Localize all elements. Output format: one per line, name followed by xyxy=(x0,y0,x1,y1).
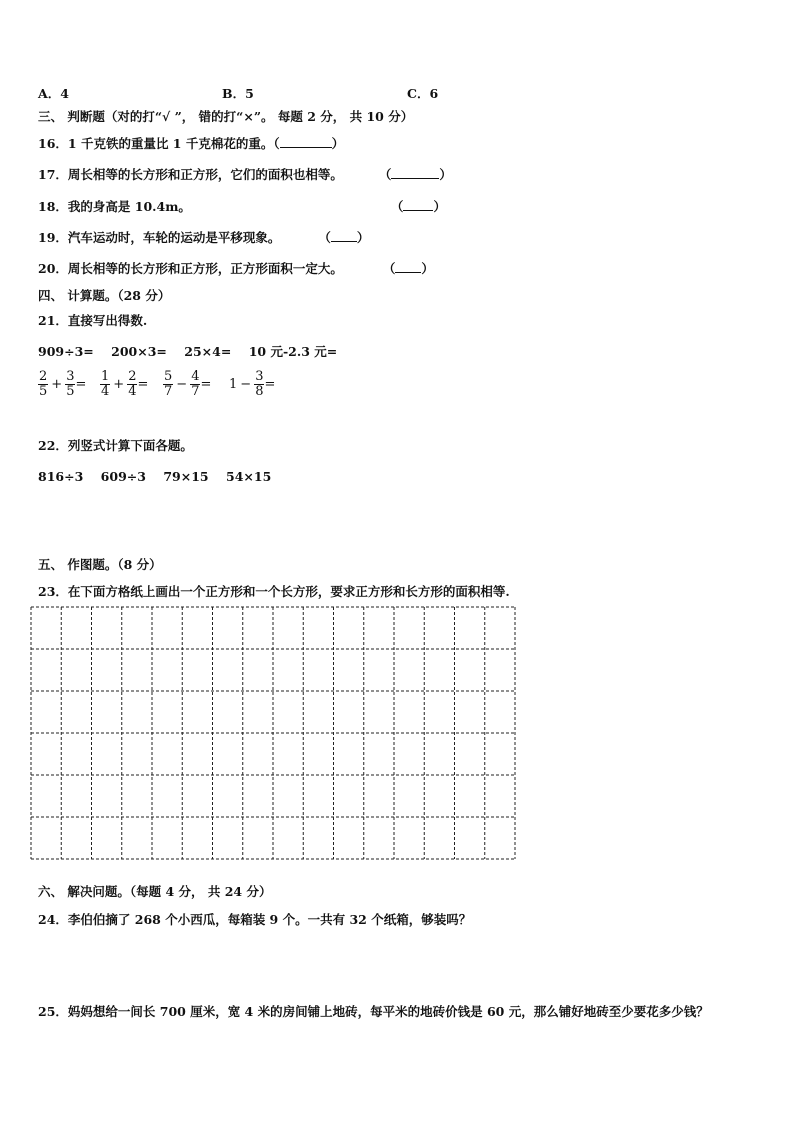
denominator: 5 xyxy=(66,384,75,399)
fraction xyxy=(38,370,48,399)
answer-blank-20[interactable] xyxy=(395,261,421,273)
equals-sign: = xyxy=(137,377,149,392)
operator: + xyxy=(113,377,125,392)
question-22-row: 816÷3 609÷3 79×15 54×15 xyxy=(38,469,272,484)
numerator: 2 xyxy=(39,369,48,384)
question-20-open: （ xyxy=(382,261,396,276)
question-16-text: 16．1 千克铁的重量比 1 千克棉花的重。（ xyxy=(38,136,280,151)
question-16 xyxy=(38,136,344,152)
fraction xyxy=(190,370,200,399)
question-20-close: ） xyxy=(421,261,434,276)
denominator: 8 xyxy=(255,384,264,399)
answer-blank-16[interactable] xyxy=(280,136,332,148)
question-17 xyxy=(38,167,452,183)
option-b: B．5 xyxy=(222,86,254,101)
operator: + xyxy=(51,377,63,392)
question-18-text: 18．我的身高是 10.4m。 xyxy=(38,199,191,214)
denominator: 5 xyxy=(39,384,48,399)
fraction-expr-3 xyxy=(163,370,211,399)
fraction xyxy=(163,370,173,399)
question-18-open: （ xyxy=(390,199,404,214)
question-19-open: （ xyxy=(318,230,331,245)
question-20-text: 20．周长相等的长方形和正方形，正方形面积一定大。 xyxy=(38,261,343,276)
question-23: 23．在下面方格纸上画出一个正方形和一个长方形，要求正方形和长方形的面积相等. xyxy=(38,584,510,599)
fraction-expr-1 xyxy=(38,370,86,399)
numerator: 4 xyxy=(191,369,200,384)
question-22-title: 22．列竖式计算下面各题。 xyxy=(38,438,193,453)
section-5-title: 五、 作图题。（8 分） xyxy=(38,557,162,572)
question-25: 25．妈妈想给一间长 700 厘米，宽 4 米的房间铺上地砖，每平米的地砖价钱是 60 元，那么铺好地砖至少要花多少钱？ xyxy=(38,1004,709,1019)
answer-blank-17[interactable] xyxy=(391,167,439,179)
question-18 xyxy=(38,199,446,215)
question-20 xyxy=(38,261,434,277)
question-16-close: ） xyxy=(331,136,345,151)
fraction-expr-2 xyxy=(100,370,148,399)
operator: − xyxy=(240,377,252,392)
denominator: 7 xyxy=(164,384,173,399)
numerator: 5 xyxy=(164,369,173,384)
equals-sign: = xyxy=(200,377,212,392)
equals-sign: = xyxy=(264,377,276,392)
answer-blank-19[interactable] xyxy=(331,230,357,242)
numerator: 1 xyxy=(101,369,110,384)
question-24: 24．李伯伯摘了 268 个小西瓜，每箱装 9 个。一共有 32 个纸箱，够装吗？ xyxy=(38,912,472,927)
denominator: 4 xyxy=(101,384,110,399)
section-4-title: 四、 计算题。（28 分） xyxy=(38,288,171,303)
question-19-text: 19．汽车运动时，车轮的运动是平移现象。 xyxy=(38,230,281,245)
option-c: C．6 xyxy=(407,86,439,101)
question-17-close: ） xyxy=(439,167,452,182)
drawing-grid[interactable] xyxy=(29,605,517,861)
numerator: 3 xyxy=(255,369,264,384)
section-6-title: 六、 解决问题。（每题 4 分， 共 24 分） xyxy=(38,884,272,899)
fraction xyxy=(100,370,110,399)
numerator: 3 xyxy=(66,369,75,384)
operator: − xyxy=(176,377,188,392)
fraction xyxy=(127,370,137,399)
option-a: A．4 xyxy=(38,86,69,101)
numerator: 2 xyxy=(128,369,137,384)
answer-blank-18[interactable] xyxy=(403,199,433,211)
question-19 xyxy=(38,230,369,246)
question-18-close: ） xyxy=(433,199,446,214)
question-21-title: 21．直接写出得数. xyxy=(38,313,148,328)
denominator: 4 xyxy=(128,384,137,399)
question-17-open: （ xyxy=(378,167,392,182)
fraction-expr-4 xyxy=(229,370,275,399)
question-21-row-1: 909÷3= 200×3= 25×4= 10 元-2.3 元= xyxy=(38,344,338,359)
section-3-title: 三、 判断题（对的打“√ ”， 错的打“×”。 每题 2 分， 共 10 分） xyxy=(38,109,414,124)
question-19-close: ） xyxy=(356,230,370,245)
fraction xyxy=(65,370,75,399)
fraction xyxy=(254,370,264,399)
whole-number: 1 xyxy=(229,377,238,392)
equals-sign: = xyxy=(75,377,87,392)
denominator: 7 xyxy=(191,384,200,399)
question-17-text: 17．周长相等的长方形和正方形，它们的面积也相等。 xyxy=(38,167,343,182)
